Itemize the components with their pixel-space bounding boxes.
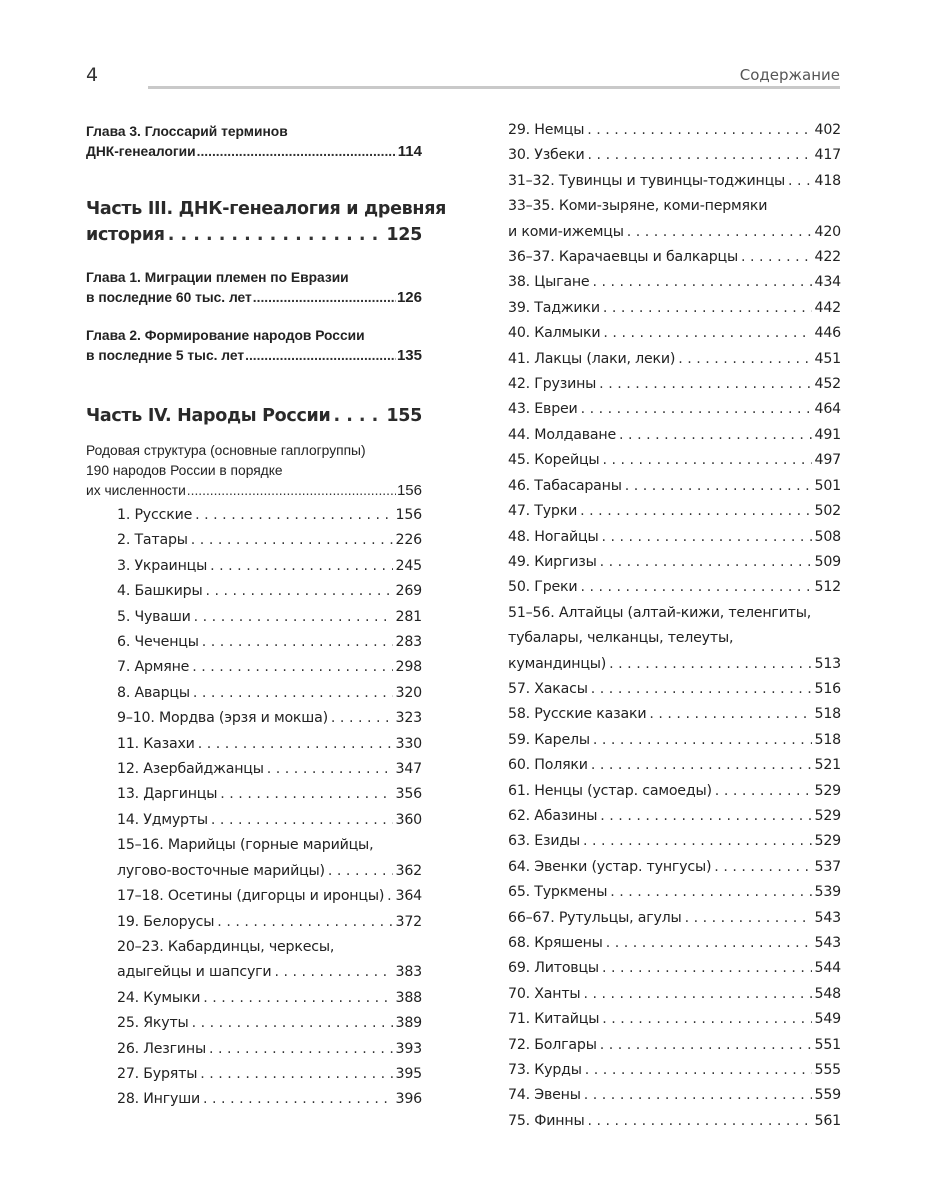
page-ref: 396 bbox=[395, 1091, 422, 1108]
entry-title: 60. Поляки bbox=[508, 757, 588, 774]
page-ref: 156 bbox=[395, 507, 422, 523]
page-ref: 320 bbox=[395, 684, 422, 701]
leader-dots bbox=[209, 1037, 393, 1062]
entry-title: 13. Даргинцы bbox=[117, 786, 218, 803]
leader-dots bbox=[600, 550, 812, 575]
page-ref: 383 bbox=[395, 964, 422, 981]
page-ref: 529 bbox=[814, 807, 841, 824]
entry-title: и коми-ижемцы bbox=[508, 223, 624, 240]
entry-title: 49. Киргизы bbox=[508, 553, 597, 570]
toc-entry[interactable] bbox=[508, 931, 841, 956]
page-ref: 497 bbox=[814, 452, 841, 469]
toc-entry[interactable] bbox=[117, 579, 422, 604]
entry-title: 48. Ногайцы bbox=[508, 528, 599, 545]
entry-title-line1: 15–16. Марийцы (горные марийцы, bbox=[117, 837, 374, 854]
leader-dots bbox=[217, 910, 392, 935]
leader-dots bbox=[581, 397, 812, 422]
toc-entry[interactable] bbox=[508, 804, 841, 829]
leader-dots bbox=[602, 1007, 811, 1032]
entry-title: 4. Башкиры bbox=[117, 583, 203, 600]
page-ref: 420 bbox=[814, 223, 841, 240]
toc-entry[interactable] bbox=[117, 808, 422, 833]
toc-entry[interactable] bbox=[117, 503, 422, 528]
entry-title: 24. Кумыки bbox=[117, 989, 201, 1006]
toc-entry[interactable] bbox=[117, 681, 422, 706]
page-ref: 360 bbox=[395, 811, 422, 828]
toc-entry[interactable] bbox=[508, 728, 841, 753]
entry-title: 30. Узбеки bbox=[508, 147, 585, 164]
page-ref: 518 bbox=[814, 731, 841, 748]
toc-entry[interactable] bbox=[508, 499, 841, 524]
page-ref: 269 bbox=[395, 583, 422, 600]
entry-title: 61. Ненцы (устар. самоеды) bbox=[508, 782, 712, 799]
entry-title: 19. Белорусы bbox=[117, 913, 215, 930]
entry-title: 36–37. Карачаевцы и балкарцы bbox=[508, 249, 738, 266]
chapter-title-line2: в последние 5 тыс. лет bbox=[86, 348, 245, 363]
entry-title: 59. Карелы bbox=[508, 731, 590, 748]
entry-title: 7. Армяне bbox=[117, 659, 190, 676]
toc-entry[interactable] bbox=[508, 1007, 841, 1032]
toc-entry[interactable] bbox=[508, 143, 841, 168]
entry-title: 70. Ханты bbox=[508, 985, 581, 1002]
page-ref: 516 bbox=[814, 680, 841, 697]
entry-title: 44. Молдаване bbox=[508, 426, 617, 443]
page-ref: 518 bbox=[814, 706, 841, 723]
page-ref: 529 bbox=[814, 833, 841, 850]
entry-title: 75. Финны bbox=[508, 1112, 585, 1129]
toc-entry[interactable] bbox=[508, 550, 841, 575]
page-ref: 364 bbox=[395, 888, 422, 905]
entry-title: 12. Азербайджанцы bbox=[117, 761, 264, 778]
leader-dots bbox=[741, 245, 812, 270]
page-ref: 452 bbox=[814, 376, 841, 393]
entry-title: 73. Курды bbox=[508, 1062, 582, 1079]
page-ref: 283 bbox=[395, 634, 422, 651]
entry-title: 27. Буряты bbox=[117, 1065, 198, 1082]
leader-dots bbox=[714, 855, 811, 880]
leader-dots bbox=[584, 1083, 812, 1108]
leader-dots bbox=[274, 960, 392, 985]
toc-part3-chapter-1[interactable] bbox=[86, 268, 422, 308]
page-ref: 156 bbox=[396, 482, 422, 499]
entry-title: 41. Лакцы (лаки, леки) bbox=[508, 350, 676, 367]
toc-entry[interactable] bbox=[117, 706, 422, 731]
leader-dots bbox=[197, 142, 397, 162]
chapter-title-line1: Формирование народов России bbox=[144, 328, 365, 343]
page-ref: 512 bbox=[814, 579, 841, 596]
leader-dots bbox=[202, 630, 393, 655]
toc-entry[interactable] bbox=[508, 1058, 841, 1083]
page-ref: 422 bbox=[814, 249, 841, 266]
page-ref: 451 bbox=[814, 350, 841, 367]
header-rule bbox=[148, 86, 840, 89]
leader-dots bbox=[603, 296, 812, 321]
page-ref: 555 bbox=[814, 1062, 841, 1079]
leader-dots bbox=[610, 880, 811, 905]
toc-entry[interactable] bbox=[508, 372, 841, 397]
entry-title: лугово-восточные марийцы) bbox=[117, 862, 325, 879]
page-ref: 114 bbox=[397, 143, 422, 160]
entry-title-line1: 20–23. Кабардинцы, черкесы, bbox=[117, 938, 335, 955]
entry-title: 64. Эвенки (устар. тунгусы) bbox=[508, 858, 712, 875]
leader-dots bbox=[587, 1109, 811, 1134]
entry-title: 72. Болгары bbox=[508, 1036, 597, 1053]
entry-title: 9–10. Мордва (эрзя и мокша) bbox=[117, 710, 328, 727]
leader-dots bbox=[267, 757, 393, 782]
page-ref: 529 bbox=[814, 782, 841, 799]
entry-title: 50. Греки bbox=[508, 579, 578, 596]
leader-dots bbox=[245, 346, 396, 366]
page-ref: 226 bbox=[395, 532, 422, 549]
leader-dots bbox=[591, 677, 812, 702]
leader-dots bbox=[168, 222, 384, 248]
leader-dots bbox=[603, 321, 811, 346]
page-ref: 561 bbox=[814, 1112, 841, 1129]
section-title-line3: их численности bbox=[86, 483, 186, 498]
leader-dots bbox=[593, 728, 812, 753]
toc-entry[interactable] bbox=[508, 1109, 841, 1134]
entry-title: 38. Цыгане bbox=[508, 274, 590, 291]
leader-dots bbox=[200, 1062, 392, 1087]
leader-dots bbox=[203, 986, 392, 1011]
toc-entry[interactable] bbox=[117, 986, 422, 1011]
toc-entry[interactable] bbox=[508, 169, 841, 194]
entry-title: 11. Казахи bbox=[117, 735, 195, 752]
leader-dots bbox=[195, 503, 392, 528]
entry-title: 43. Евреи bbox=[508, 401, 578, 418]
leader-dots bbox=[591, 753, 812, 778]
page-ref: 281 bbox=[395, 608, 422, 625]
running-head: Содержание bbox=[739, 66, 840, 84]
leader-dots bbox=[220, 782, 392, 807]
toc-entry[interactable] bbox=[117, 732, 422, 757]
page-ref: 402 bbox=[814, 122, 841, 138]
leader-dots bbox=[580, 575, 811, 600]
entry-title: 57. Хакасы bbox=[508, 680, 588, 697]
page-ref: 323 bbox=[395, 710, 422, 727]
page-ref: 298 bbox=[395, 659, 422, 676]
page-ref: 434 bbox=[814, 274, 841, 291]
leader-dots bbox=[600, 1033, 812, 1058]
page-ref: 539 bbox=[814, 884, 841, 901]
part-title-line1: Часть III. ДНК-генеалогия и древняя bbox=[86, 199, 447, 219]
toc-entry[interactable] bbox=[508, 296, 841, 321]
toc-entry[interactable] bbox=[508, 118, 841, 143]
page-ref: 508 bbox=[814, 528, 841, 545]
entry-title-line1: 33–35. Коми-зыряне, коми-пермяки bbox=[508, 198, 768, 215]
page-ref: 548 bbox=[814, 985, 841, 1002]
leader-dots bbox=[585, 1058, 812, 1083]
leader-dots bbox=[194, 605, 393, 630]
chapter-title-line2: в последние 60 тыс. лет bbox=[86, 290, 252, 305]
leader-dots bbox=[588, 143, 812, 168]
entry-title: 40. Калмыки bbox=[508, 325, 601, 342]
toc-entry-list-left bbox=[86, 503, 422, 1113]
entry-title: 66–67. Рутульцы, агулы bbox=[508, 909, 682, 926]
leader-dots bbox=[205, 579, 392, 604]
toc-entry[interactable] bbox=[508, 1033, 841, 1058]
toc-entry[interactable] bbox=[117, 782, 422, 807]
page-ref: 418 bbox=[814, 172, 841, 189]
toc-entry[interactable] bbox=[508, 525, 841, 550]
toc-section-clan-structure[interactable] bbox=[86, 441, 422, 501]
page-ref: 245 bbox=[395, 557, 422, 574]
page-ref: 501 bbox=[814, 477, 841, 494]
toc-right-column bbox=[508, 118, 841, 1134]
entry-title: 71. Китайцы bbox=[508, 1011, 600, 1028]
leader-dots bbox=[592, 270, 811, 295]
leader-dots bbox=[331, 706, 393, 731]
page-ref: 549 bbox=[814, 1011, 841, 1028]
page-number: 4 bbox=[86, 64, 99, 86]
entry-title: 26. Лезгины bbox=[117, 1040, 206, 1057]
leader-dots bbox=[328, 859, 393, 884]
toc-entry[interactable] bbox=[117, 1062, 422, 1087]
page-ref: 491 bbox=[814, 426, 841, 443]
toc-entry[interactable] bbox=[117, 1087, 422, 1112]
page-ref: 155 bbox=[386, 406, 422, 426]
page-ref: 347 bbox=[395, 761, 422, 778]
toc-entry[interactable] bbox=[117, 655, 422, 680]
page-ref: 464 bbox=[814, 401, 841, 418]
entry-title: 5. Чуваши bbox=[117, 608, 191, 625]
leader-dots bbox=[583, 829, 812, 854]
leader-dots bbox=[649, 702, 811, 727]
page-ref: 551 bbox=[814, 1036, 841, 1053]
toc-entry[interactable] bbox=[508, 347, 841, 372]
entry-title: 17–18. Осетины (дигорцы и иронцы) bbox=[117, 888, 385, 905]
leader-dots bbox=[600, 804, 811, 829]
page-ref: 502 bbox=[814, 503, 841, 520]
part-title: Часть IV. Народы России bbox=[86, 406, 331, 426]
entry-title-line2: тубалары, челканцы, телеуты, bbox=[508, 630, 734, 647]
leader-dots bbox=[685, 906, 812, 931]
leader-dots bbox=[602, 956, 812, 981]
entry-title: 29. Немцы bbox=[508, 122, 585, 138]
page-ref: 389 bbox=[395, 1015, 422, 1032]
entry-title: 58. Русские казаки bbox=[508, 706, 647, 723]
toc-entry[interactable] bbox=[508, 829, 841, 854]
toc-entry-multiline[interactable] bbox=[117, 833, 422, 884]
entry-title: 28. Ингуши bbox=[117, 1091, 201, 1108]
entry-title: 65. Туркмены bbox=[508, 884, 608, 901]
entry-title: 47. Турки bbox=[508, 503, 578, 520]
toc-entry[interactable] bbox=[117, 554, 422, 579]
leader-dots bbox=[609, 652, 811, 677]
toc-entry[interactable] bbox=[117, 630, 422, 655]
leader-dots bbox=[191, 528, 393, 553]
entry-title: 46. Табасараны bbox=[508, 477, 622, 494]
toc-entry[interactable] bbox=[508, 702, 841, 727]
page-ref: 125 bbox=[386, 225, 422, 245]
leader-dots bbox=[602, 448, 811, 473]
page-ref: 559 bbox=[814, 1087, 841, 1104]
leader-dots bbox=[678, 347, 811, 372]
entry-title: 2. Татары bbox=[117, 532, 188, 549]
page-ref: 372 bbox=[395, 913, 422, 930]
entry-title: 3. Украинцы bbox=[117, 557, 208, 574]
toc-chapter-3-glossary[interactable] bbox=[86, 122, 422, 162]
toc-entry[interactable] bbox=[508, 880, 841, 905]
leader-dots bbox=[253, 288, 396, 308]
toc-part3-chapter-2[interactable] bbox=[86, 326, 422, 366]
chapter-title-line1: Глоссарий терминов bbox=[144, 124, 288, 139]
toc-entry-multiline[interactable] bbox=[508, 601, 841, 677]
leader-dots bbox=[627, 220, 812, 245]
page-ref: 393 bbox=[395, 1040, 422, 1057]
entry-title: 62. Абазины bbox=[508, 807, 598, 824]
entry-title: 6. Чеченцы bbox=[117, 634, 199, 651]
leader-dots bbox=[187, 481, 396, 501]
toc-entry[interactable] bbox=[117, 1037, 422, 1062]
entry-title: кумандинцы) bbox=[508, 655, 607, 672]
leader-dots bbox=[619, 423, 811, 448]
page-ref: 362 bbox=[395, 862, 422, 879]
leader-dots bbox=[198, 732, 393, 757]
chapter-label: Глава 1. bbox=[86, 270, 141, 285]
toc-entry[interactable] bbox=[508, 677, 841, 702]
entry-title: 31–32. Тувинцы и тувинцы-тоджинцы bbox=[508, 172, 786, 189]
toc-part-3[interactable] bbox=[86, 196, 447, 248]
leader-dots bbox=[192, 1011, 393, 1036]
entry-title: 1. Русские bbox=[117, 507, 193, 523]
entry-title: 14. Удмурты bbox=[117, 811, 208, 828]
page-ref: 509 bbox=[814, 553, 841, 570]
toc-entry[interactable] bbox=[508, 474, 841, 499]
page-ref: 417 bbox=[814, 147, 841, 164]
toc-entry[interactable] bbox=[508, 753, 841, 778]
toc-entry[interactable] bbox=[117, 757, 422, 782]
leader-dots bbox=[192, 655, 392, 680]
part-title-line2: история bbox=[86, 225, 165, 245]
entry-title: 69. Литовцы bbox=[508, 960, 599, 977]
toc-entry[interactable] bbox=[508, 448, 841, 473]
page-ref: 543 bbox=[814, 909, 841, 926]
entry-title: 63. Езиды bbox=[508, 833, 581, 850]
chapter-label: Глава 3. bbox=[86, 124, 141, 139]
leader-dots bbox=[625, 474, 812, 499]
toc-entry-multiline[interactable] bbox=[508, 194, 841, 245]
leader-dots bbox=[333, 403, 383, 429]
page-ref: 330 bbox=[395, 735, 422, 752]
toc-entry[interactable] bbox=[508, 906, 841, 931]
entry-title-line1: 51–56. Алтайцы (алтай-кижи, теленгиты, bbox=[508, 604, 812, 621]
section-title-line1: Родовая структура (основные гаплогруппы) bbox=[86, 443, 366, 458]
leader-dots bbox=[210, 554, 392, 579]
section-title-line2: 190 народов России в порядке bbox=[86, 463, 283, 478]
leader-dots bbox=[387, 884, 392, 909]
page-ref: 513 bbox=[814, 655, 841, 672]
leader-dots bbox=[587, 118, 811, 143]
leader-dots bbox=[606, 931, 812, 956]
toc-entry[interactable] bbox=[117, 1011, 422, 1036]
toc-entry[interactable] bbox=[508, 855, 841, 880]
toc-entry[interactable] bbox=[117, 910, 422, 935]
toc-entry[interactable] bbox=[117, 605, 422, 630]
toc-entry[interactable] bbox=[508, 245, 841, 270]
entry-title: 45. Корейцы bbox=[508, 452, 600, 469]
entry-title: 42. Грузины bbox=[508, 376, 597, 393]
page-ref: 537 bbox=[814, 858, 841, 875]
toc-entry[interactable] bbox=[508, 397, 841, 422]
page-ref: 126 bbox=[396, 289, 422, 306]
toc-left-column bbox=[86, 118, 447, 1113]
entry-title: 25. Якуты bbox=[117, 1015, 189, 1032]
leader-dots bbox=[211, 808, 393, 833]
entry-title: 39. Таджики bbox=[508, 299, 600, 316]
toc-entry-multiline[interactable] bbox=[117, 935, 422, 986]
leader-dots bbox=[583, 982, 811, 1007]
page-ref: 395 bbox=[395, 1065, 422, 1082]
toc-entry[interactable] bbox=[508, 423, 841, 448]
toc-entry[interactable] bbox=[508, 321, 841, 346]
toc-entry[interactable] bbox=[508, 575, 841, 600]
page-ref: 521 bbox=[814, 757, 841, 774]
toc-entry[interactable] bbox=[117, 884, 422, 909]
leader-dots bbox=[193, 681, 393, 706]
toc-entry[interactable] bbox=[508, 270, 841, 295]
leader-dots bbox=[599, 372, 811, 397]
leader-dots bbox=[203, 1087, 393, 1112]
page-ref: 446 bbox=[814, 325, 841, 342]
leader-dots bbox=[580, 499, 811, 524]
page-ref: 135 bbox=[396, 347, 422, 364]
toc-entry[interactable] bbox=[508, 982, 841, 1007]
page-ref: 388 bbox=[395, 989, 422, 1006]
toc-entry[interactable] bbox=[508, 1083, 841, 1108]
page-ref: 544 bbox=[814, 960, 841, 977]
entry-title: адыгейцы и шапсуги bbox=[117, 964, 272, 981]
page-ref: 442 bbox=[814, 299, 841, 316]
leader-dots bbox=[601, 525, 811, 550]
page-ref: 356 bbox=[395, 786, 422, 803]
entry-title: 74. Эвены bbox=[508, 1087, 581, 1104]
chapter-title-line1: Миграции племен по Евразии bbox=[144, 270, 349, 285]
leader-dots bbox=[788, 169, 811, 194]
toc-entry[interactable] bbox=[508, 956, 841, 981]
chapter-label: Глава 2. bbox=[86, 328, 141, 343]
toc-part-4[interactable] bbox=[86, 403, 422, 429]
entry-title: 8. Аварцы bbox=[117, 684, 190, 701]
chapter-title-line2: ДНК-генеалогии bbox=[86, 144, 196, 159]
toc-entry[interactable] bbox=[508, 779, 841, 804]
toc-entry[interactable] bbox=[117, 528, 422, 553]
page-ref: 543 bbox=[814, 935, 841, 951]
entry-title: 68. Кряшены bbox=[508, 935, 603, 951]
leader-dots bbox=[715, 779, 812, 804]
